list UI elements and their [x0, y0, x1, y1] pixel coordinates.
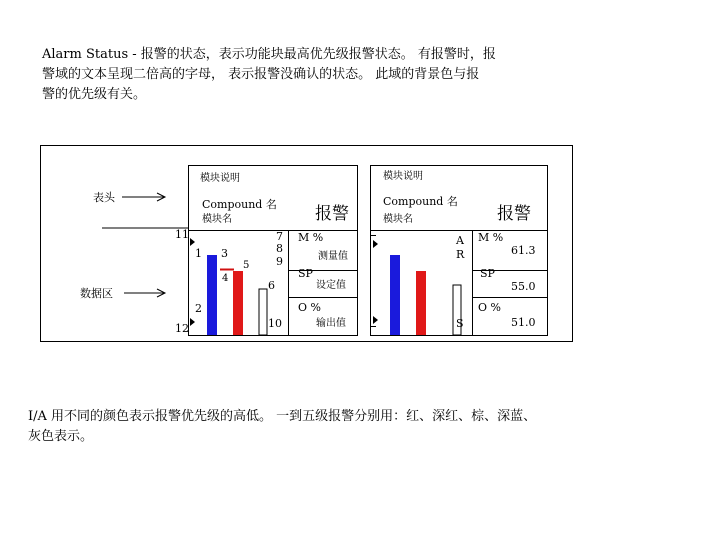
left-block-name: 模块名 — [202, 214, 232, 225]
label-2: 2 — [195, 302, 202, 315]
right-high-limit-marker — [373, 240, 378, 248]
low-limit-marker — [190, 318, 195, 326]
label-9: 9 — [276, 255, 283, 268]
label-6: 6 — [268, 279, 275, 292]
left-o-label: O % — [298, 301, 321, 314]
right-m-label: M % — [478, 231, 504, 244]
intro-paragraph — [42, 45, 587, 105]
outro-line: 灰色表示。 — [28, 429, 94, 444]
right-letter-a: A — [456, 234, 464, 247]
label-1: 1 — [195, 247, 202, 260]
label-11: 11 — [175, 228, 189, 241]
left-m-label: M % — [298, 231, 324, 244]
right-compound-name: Compound 名 — [383, 195, 458, 208]
faceplate-diagram — [40, 145, 574, 343]
right-alarm-status: 报警 — [497, 204, 531, 224]
label-7: 7 — [276, 230, 283, 243]
right-o-label: O % — [478, 301, 501, 314]
setpoint-bar — [233, 271, 243, 335]
label-12: 12 — [175, 322, 189, 335]
right-block-name: 模块名 — [383, 214, 413, 225]
right-setpoint-bar — [416, 271, 426, 335]
intro-line: Alarm Status - 报警的状态，表示功能块最高优先级报警状态。 有报警时，报 — [42, 47, 496, 62]
left-faceplate — [175, 166, 358, 337]
right-sp-value: 55.0 — [511, 280, 536, 293]
callout-header: 表头 — [93, 191, 115, 204]
callout-data-area: 数据区 — [80, 287, 113, 300]
label-8: 8 — [276, 242, 283, 255]
right-o-value: 51.0 — [511, 316, 536, 329]
left-sp-desc: 设定值 — [316, 280, 346, 291]
left-alarm-status: 报警 — [315, 204, 349, 224]
right-faceplate — [370, 166, 548, 337]
right-sp-label: SP — [480, 267, 495, 280]
high-limit-marker — [190, 238, 195, 246]
right-letter-s: S — [456, 317, 464, 330]
left-m-desc: 测量值 — [318, 251, 348, 262]
label-4: 4 — [222, 273, 229, 284]
intro-line: 警域的文本呈现二倍高的字母， 表示报警没确认的状态。 此域的背景色与报 — [42, 67, 480, 82]
faceplate-figure — [40, 145, 574, 343]
left-compound-name: Compound 名 — [202, 198, 277, 211]
label-5: 5 — [243, 260, 250, 271]
left-block-desc: 模块说明 — [200, 173, 240, 184]
outro-paragraph — [28, 407, 668, 447]
left-sp-label: SP — [298, 267, 313, 280]
outro-line: I/A 用不同的颜色表示报警优先级的高低。 一到五级报警分别用：红、深红、棕、深蓝、 — [28, 409, 537, 424]
right-block-desc: 模块说明 — [383, 171, 423, 182]
left-o-desc: 输出值 — [316, 318, 346, 329]
right-low-limit-marker — [373, 316, 378, 324]
right-measurement-bar — [390, 255, 400, 335]
intro-line: 警的优先级有关。 — [42, 87, 147, 102]
output-bar — [259, 289, 267, 335]
right-m-value: 61.3 — [511, 244, 536, 257]
measurement-bar — [207, 255, 217, 335]
label-3: 3 — [221, 247, 228, 260]
right-letter-r: R — [456, 248, 465, 261]
label-10: 10 — [268, 317, 282, 330]
